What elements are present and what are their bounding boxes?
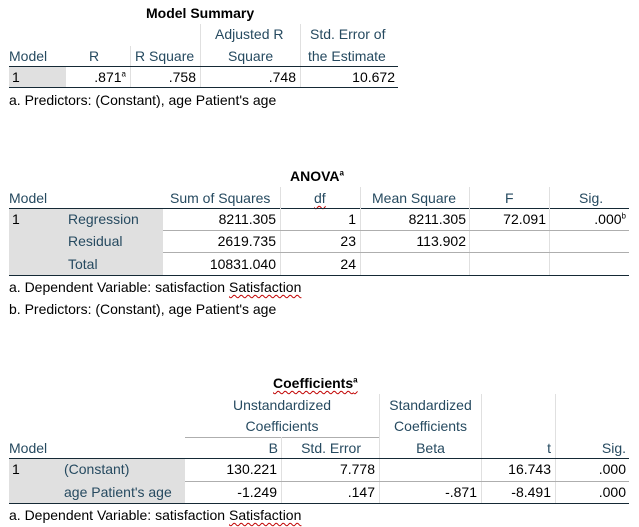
coef-header-model: Model [9, 440, 48, 456]
coef-header-std-error: Std. Error [301, 440, 361, 456]
coef-header-t: t [547, 440, 551, 456]
coef-cell-b: 130.221 [226, 461, 277, 477]
coefficients-title: Coefficients$^a$ [273, 375, 358, 391]
coef-header-unstd-line2: Coefficients [245, 418, 319, 434]
anova-cell-f: 72.091 [503, 211, 546, 227]
coef-cell-beta: -.871 [445, 484, 477, 500]
anova-row-label: Residual [68, 233, 123, 249]
coef-cell-t: 16.743 [508, 461, 551, 477]
anova-cell-df: 24 [340, 256, 356, 272]
anova-header-model: Model [9, 190, 48, 206]
anova-cell-df: 23 [340, 233, 356, 249]
header-std-err-line2: the Estimate [308, 48, 386, 64]
coef-header-beta: Beta [416, 440, 445, 456]
anova-header-f: F [505, 190, 514, 206]
anova-note-b: b. Predictors: (Constant), age Patient's age [9, 301, 277, 317]
model-summary-note-a: a. Predictors: (Constant), age Patient's age [9, 92, 277, 108]
model-summary-title: Model Summary [146, 5, 255, 21]
coef-header-b: B [268, 440, 278, 456]
anova-model-number: 1 [12, 211, 20, 227]
coef-row-label: (Constant) [64, 461, 130, 477]
coef-cell-t: -8.491 [511, 484, 551, 500]
anova-cell-sum-sq: 10831.040 [209, 256, 276, 272]
anova-title: ANOVA$^a$ [290, 168, 344, 184]
anova-header-df: df [314, 190, 326, 206]
cell-std-error: 10.672 [352, 69, 395, 85]
header-r-square: R Square [135, 48, 195, 64]
anova-cell-sig: .000$^b$ [594, 211, 626, 227]
anova-row-label: Regression [68, 211, 139, 227]
anova-cell-sum-sq: 8211.305 [218, 211, 276, 227]
cell-adj-r-square: .748 [268, 69, 296, 85]
coef-header-unstd-line1: Unstandardized [232, 397, 332, 413]
coef-row-label: age Patient's age [64, 484, 172, 500]
anova-header-sum-sq: Sum of Squares [170, 190, 271, 206]
anova-header-mean-sq: Mean Square [372, 190, 457, 206]
coef-model-number: 1 [12, 461, 20, 477]
cell-r-square: .758 [168, 69, 196, 85]
coef-cell-sig: .000 [598, 461, 626, 477]
model-number: 1 [12, 69, 20, 85]
anova-row-label: Total [68, 256, 98, 272]
header-model: Model [9, 48, 48, 64]
coef-cell-b: -1.249 [237, 484, 277, 500]
anova-cell-df: 1 [348, 211, 356, 227]
coef-header-sig: Sig. [601, 440, 626, 456]
anova-header-sig: Sig. [579, 190, 604, 206]
coef-cell-std-error: 7.778 [339, 461, 375, 477]
coefficients-note-a: a. Dependent Variable: satisfaction Satisfaction [9, 507, 302, 523]
anova-cell-mean-sq: 8211.305 [408, 211, 466, 227]
coef-header-std-line2: Coefficients [394, 418, 467, 434]
anova-cell-mean-sq: 113.902 [416, 233, 466, 249]
anova-cell-sum-sq: 2619.735 [217, 233, 276, 249]
header-adj-r-line2: Square [228, 48, 274, 64]
cell-r: .871$^a$ [94, 69, 126, 85]
coef-cell-std-error: .147 [347, 484, 375, 500]
anova-note-a: a. Dependent Variable: satisfaction Satisfaction [9, 279, 302, 295]
header-std-err-line1: Std. Error of [310, 26, 386, 42]
header-adj-r-line1: Adjusted R [215, 26, 284, 42]
header-r: R [89, 48, 100, 64]
coef-header-std-line1: Standardized [389, 397, 472, 413]
coef-cell-sig: .000 [598, 484, 626, 500]
